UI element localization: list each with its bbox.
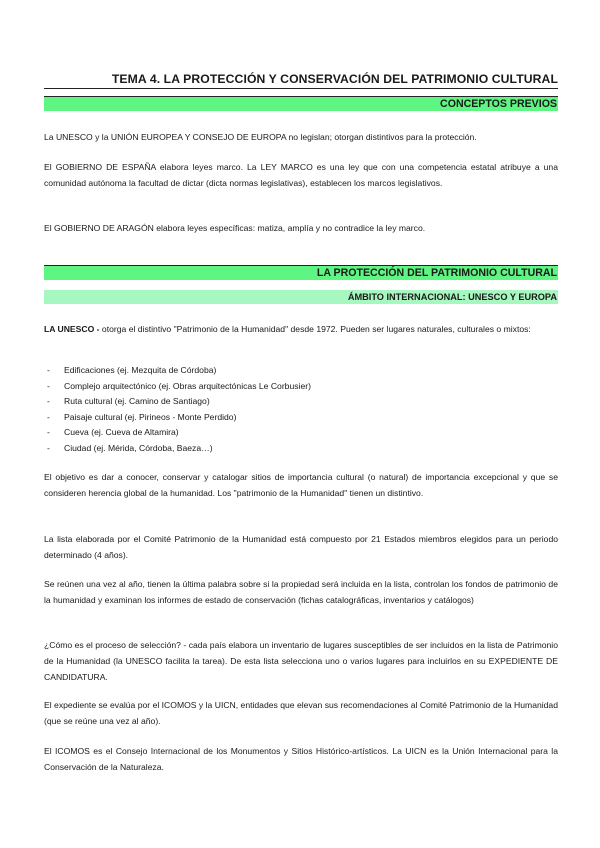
paragraph-objetivo: El objetivo es dar a conocer, conservar y catalogar sitios de importancia cultural (o natural) de importancia excepcional y que se consideren herencia global de la humanidad. Los "patrimonio de la Humanidad" tienen un distintivo. xyxy=(44,472,558,498)
list-item xyxy=(44,363,558,379)
unesco-intro-text: otorga el distintivo "Patrimonio de la Humanidad" desde 1972. Pueden ser lugares naturales, culturales o mixtos: xyxy=(99,324,531,334)
list-item-text: Edificaciones (ej. Mezquita de Córdoba) xyxy=(64,365,217,375)
list-item-text: Cueva (ej. Cueva de Altamira) xyxy=(64,427,179,437)
paragraph-gobierno-espana: El GOBIERNO DE ESPAÑA elabora leyes marco. La LEY MARCO es una ley que con una competencia estatal atribuye a una comunidad autónoma la facultad de dictar (dicta normas legislativas), establecen los marcos legislativos. xyxy=(44,162,558,188)
paragraph-comite-lista: La lista elaborada por el Comité Patrimonio de la Humanidad está compuesto por 21 Estados miembros elegidos para un periodo determinado (4 años). xyxy=(44,534,558,560)
list-item xyxy=(44,425,558,441)
paragraph-gobierno-aragon: El GOBIERNO DE ARAGÓN elabora leyes específicas: matiza, amplía y no contradice la ley marco. xyxy=(44,223,426,233)
list-dash: - xyxy=(47,427,50,437)
list-dash: - xyxy=(47,396,50,406)
paragraph-proceso-seleccion: ¿Cómo es el proceso de selección? - cada país elabora un inventario de lugares susceptibles de ser incluidos en la lista de Patrimonio de la Humanidad (la UNESCO facilita la tarea). De esta lista selecciona uno o varios lugares para incluirlos en su EXPEDIENTE DE CANDIDATURA. xyxy=(44,640,558,682)
list-item-text: Ruta cultural (ej. Camino de Santiago) xyxy=(64,396,210,406)
paragraph-expediente: El expediente se evalúa por el ICOMOS y la UICN, entidades que elevan sus recomendaciones al Comité Patrimonio de la Humanidad (que se reúne una vez al año). xyxy=(44,700,558,726)
section-heading-proteccion: LA PROTECCIÓN DEL PATRIMONIO CULTURAL xyxy=(44,265,558,280)
list-item-text: Ciudad (ej. Mérida, Córdoba, Baeza…) xyxy=(64,442,213,453)
unesco-lead: LA UNESCO - xyxy=(44,324,100,334)
paragraph-reuniones: Se reúnen una vez al año, tienen la última palabra sobre si la propiedad será incluida en la lista, controlan los fondos de patrimonio de la humanidad y examinan los informes de estado de conservación (fichas catalográficas, inventarios y catálogos) xyxy=(44,579,558,605)
document-title: TEMA 4. LA PROTECCIÓN Y CONSERVACIÓN DEL PATRIMONIO CULTURAL xyxy=(111,72,558,86)
list-item xyxy=(44,441,558,457)
list-item xyxy=(44,410,558,426)
list-dash: - xyxy=(47,365,50,375)
list-item xyxy=(44,379,558,395)
paragraph-unesco-intro xyxy=(44,321,558,337)
list-dash: - xyxy=(47,411,50,422)
paragraph-icomos-uicn: El ICOMOS es el Consejo Internacional de los Monumentos y Sitios Histórico-artísticos. La UICN es la Unión Internacional para la Conservación de la Naturaleza. xyxy=(44,746,558,772)
section-heading-conceptos-previos: CONCEPTOS PREVIOS xyxy=(44,96,558,111)
list-item xyxy=(44,394,558,410)
list-item-text: Paisaje cultural (ej. Pirineos - Monte Perdido) xyxy=(64,411,237,422)
subsection-heading-ambito-internacional: ÁMBITO INTERNACIONAL: UNESCO Y EUROPA xyxy=(44,290,558,304)
title-underline xyxy=(44,88,558,89)
site-type-list xyxy=(44,363,558,456)
list-item-text: Complejo arquitectónico (ej. Obras arquitectónicas Le Corbusier) xyxy=(64,380,311,391)
list-dash: - xyxy=(47,380,50,391)
paragraph-unesco-ue: La UNESCO y la UNIÓN EUROPEA Y CONSEJO DE EUROPA no legislan; otorgan distintivos para la protección. xyxy=(44,132,477,142)
list-dash: - xyxy=(47,442,50,453)
